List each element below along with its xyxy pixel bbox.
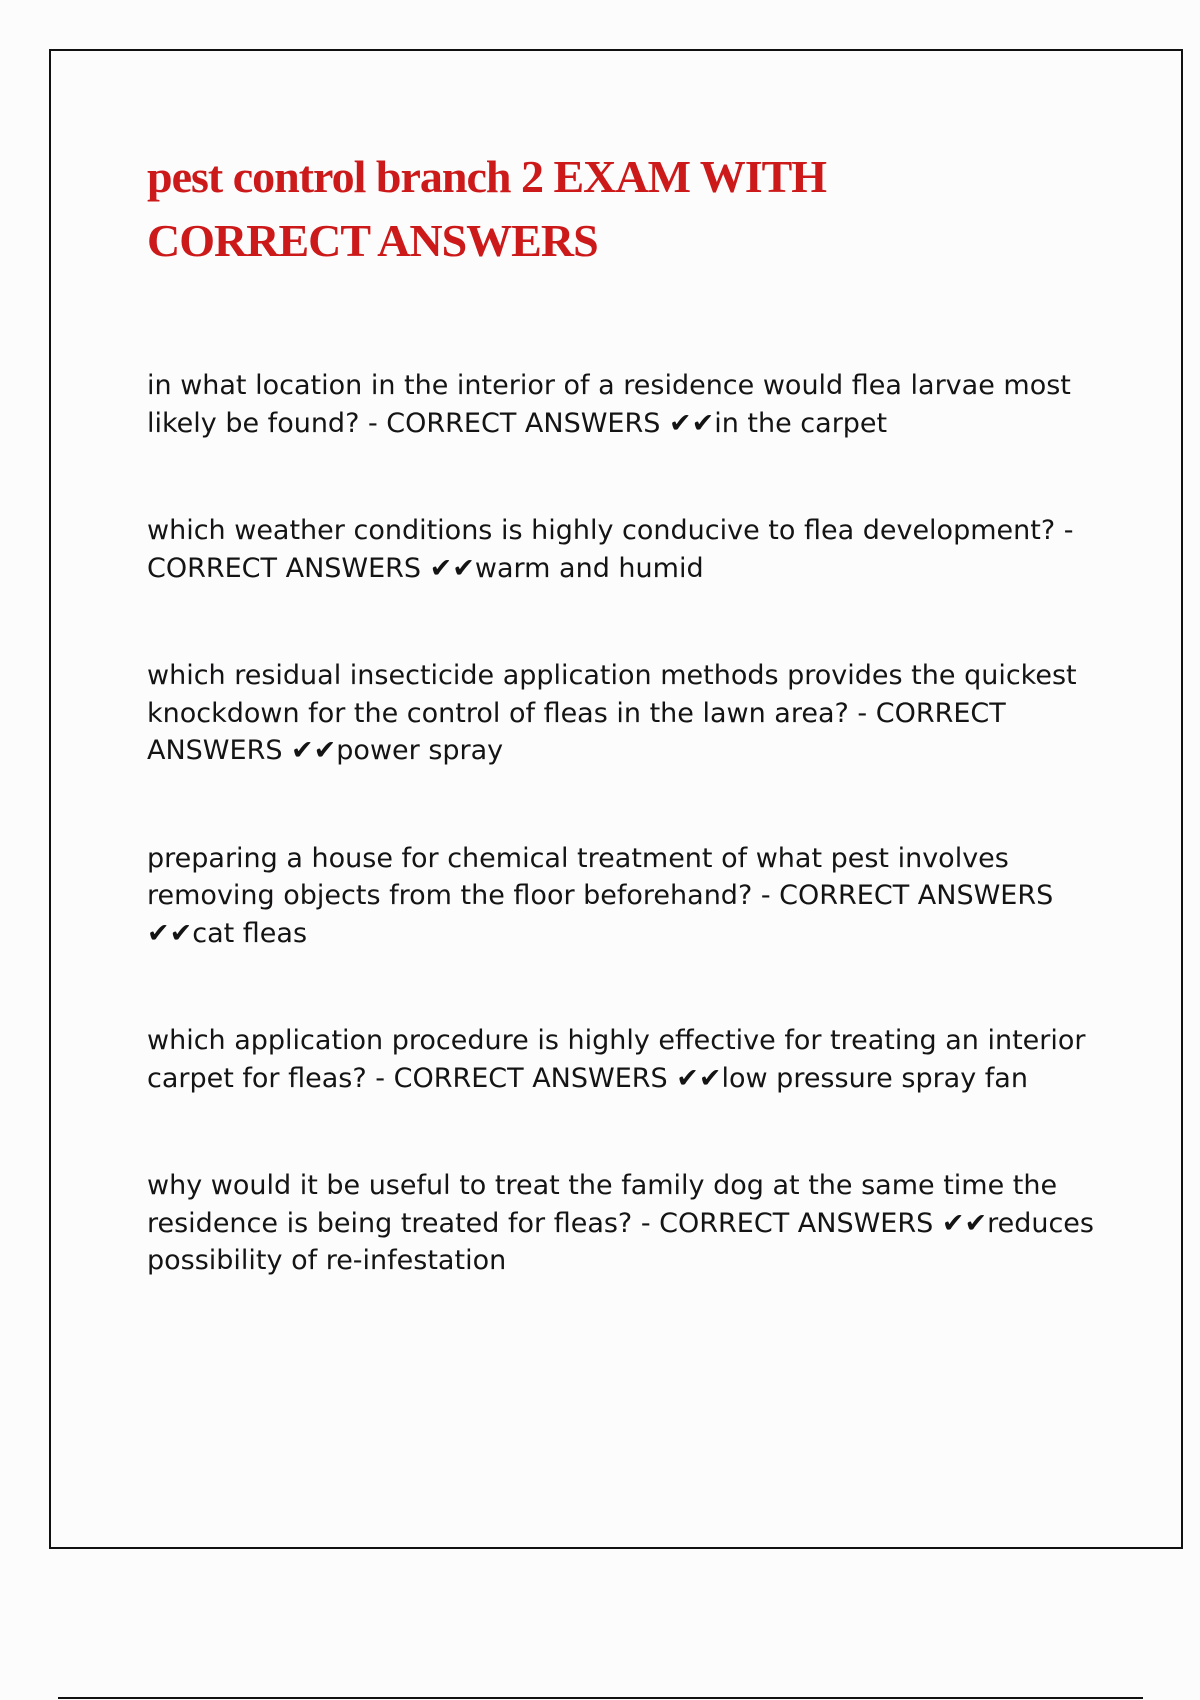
qa-item: preparing a house for chemical treatment of what pest involves removing objects from the floor beforehand? - CORRECT ANSWERS ✔✔cat fleas: [147, 842, 1054, 949]
qa-item: in what location in the interior of a residence would flea larvae most likely be found? - CORRECT ANSWERS ✔✔in the carpet: [147, 370, 1071, 439]
bottom-rule: [58, 1697, 1143, 1699]
qa-item: why would it be useful to treat the family dog at the same time the residence is being treated for fleas? - CORRECT ANSWERS ✔✔reduces possibility of re-infestation: [147, 1170, 1094, 1276]
qa-list: [147, 367, 1097, 1280]
page-frame: [49, 49, 1183, 1549]
qa-item: which weather conditions is highly conducive to flea development? - CORRECT ANSWERS ✔✔warm and humid: [147, 515, 1074, 584]
qa-item: which application procedure is highly effective for treating an interior carpet for fleas? - CORRECT ANSWERS ✔✔low pressure spray fan: [147, 1025, 1086, 1094]
document-title: pest control branch 2 EXAM WITH CORRECT ANSWERS: [147, 151, 827, 266]
qa-item: which residual insecticide application methods provides the quickest knockdown for the control of fleas in the lawn area? - CORRECT ANSWERS ✔✔power spray: [147, 660, 1077, 766]
